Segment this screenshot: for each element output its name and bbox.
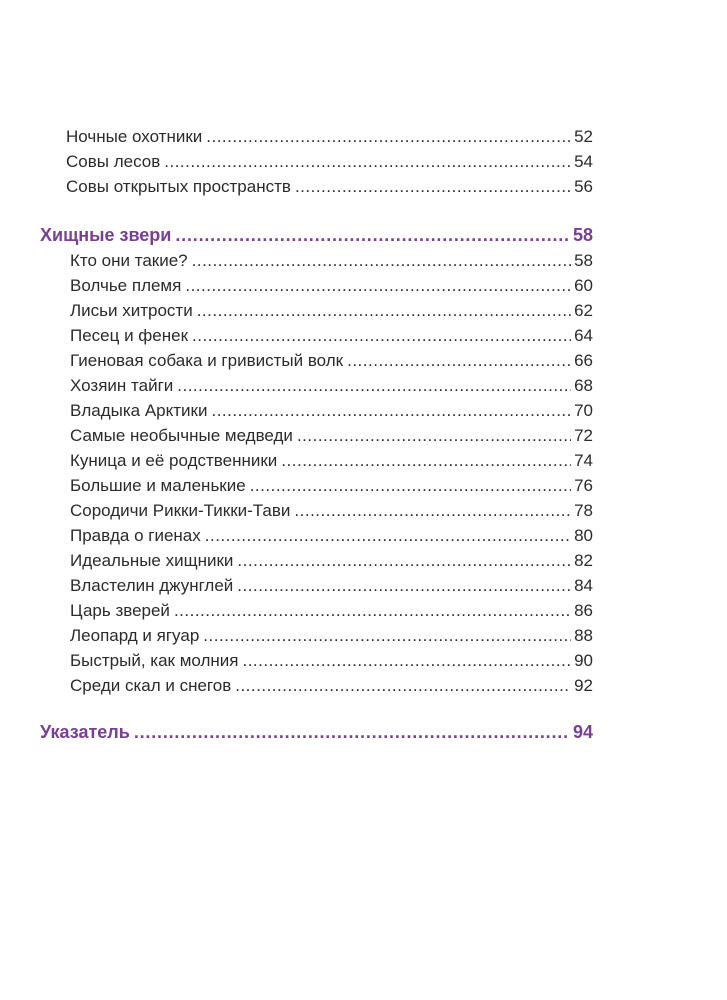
toc-group-predators bbox=[40, 248, 593, 698]
toc-entry-title: Ночные охотники bbox=[66, 127, 203, 146]
toc-entry-page: 90 bbox=[574, 651, 593, 670]
table-of-contents bbox=[40, 124, 593, 745]
leader-dots bbox=[206, 124, 571, 149]
toc-entry[interactable] bbox=[40, 648, 593, 673]
toc-entry-title: Царь зверей bbox=[70, 601, 170, 620]
leader-dots bbox=[297, 423, 571, 448]
leader-dots bbox=[295, 174, 571, 199]
leader-dots bbox=[237, 548, 571, 573]
toc-entry-title: Идеальные хищники bbox=[70, 551, 234, 570]
toc-entry-page: 74 bbox=[574, 451, 593, 470]
toc-entry-title: Властелин джунглей bbox=[70, 576, 234, 595]
toc-entry-page: 64 bbox=[574, 326, 593, 345]
toc-entry-title: Гиеновая собака и гривистый волк bbox=[70, 351, 344, 370]
toc-entry[interactable] bbox=[40, 373, 593, 398]
leader-dots bbox=[294, 498, 571, 523]
toc-entry[interactable] bbox=[40, 348, 593, 373]
toc-entry-title: Куница и её родственники bbox=[70, 451, 278, 470]
toc-entry[interactable] bbox=[40, 448, 593, 473]
leader-dots bbox=[175, 223, 570, 248]
leader-dots bbox=[192, 248, 571, 273]
toc-entry[interactable] bbox=[40, 323, 593, 348]
toc-entry-title: Хозяин тайги bbox=[70, 376, 174, 395]
toc-entry-title: Леопард и ягуар bbox=[70, 626, 200, 645]
toc-entry-page: 82 bbox=[574, 551, 593, 570]
leader-dots bbox=[347, 348, 571, 373]
toc-entry-title: Волчье племя bbox=[70, 276, 182, 295]
toc-entry-page: 68 bbox=[574, 376, 593, 395]
toc-entry-page: 88 bbox=[574, 626, 593, 645]
toc-entry-page: 70 bbox=[574, 401, 593, 420]
toc-entry-page: 56 bbox=[574, 177, 593, 196]
leader-dots bbox=[250, 473, 571, 498]
leader-dots bbox=[192, 323, 571, 348]
leader-dots bbox=[235, 673, 571, 698]
leader-dots bbox=[203, 623, 571, 648]
toc-entry[interactable] bbox=[40, 423, 593, 448]
toc-entry-title: Сородичи Рикки-Тикки-Тави bbox=[70, 501, 291, 520]
toc-entry[interactable] bbox=[40, 398, 593, 423]
leader-dots bbox=[237, 573, 571, 598]
toc-entry-title: Владыка Арктики bbox=[70, 401, 208, 420]
leader-dots bbox=[174, 598, 571, 623]
toc-entry-page: 66 bbox=[574, 351, 593, 370]
toc-entry[interactable] bbox=[40, 248, 593, 273]
toc-entry[interactable] bbox=[40, 598, 593, 623]
leader-dots bbox=[164, 149, 571, 174]
toc-entry[interactable] bbox=[40, 523, 593, 548]
leader-dots bbox=[205, 523, 571, 548]
toc-entry-title: Большие и маленькие bbox=[70, 476, 246, 495]
toc-entry[interactable] bbox=[40, 623, 593, 648]
toc-entry-title: Самые необычные медведи bbox=[70, 426, 293, 445]
leader-dots bbox=[281, 448, 571, 473]
toc-entry[interactable] bbox=[40, 124, 593, 149]
toc-entry-title: Быстрый, как молния bbox=[70, 651, 239, 670]
toc-entry[interactable] bbox=[40, 573, 593, 598]
leader-dots bbox=[185, 273, 571, 298]
toc-entry-title: Правда о гиенах bbox=[70, 526, 201, 545]
toc-section-page: 58 bbox=[572, 225, 593, 245]
toc-entry[interactable] bbox=[40, 298, 593, 323]
leader-dots bbox=[242, 648, 571, 673]
toc-entry[interactable] bbox=[40, 498, 593, 523]
toc-group-owls bbox=[40, 124, 593, 199]
toc-entry-title: Песец и фенек bbox=[70, 326, 189, 345]
toc-entry-title: Лисьи хитрости bbox=[70, 301, 193, 320]
toc-entry[interactable] bbox=[40, 473, 593, 498]
leader-dots bbox=[197, 298, 571, 323]
spacer bbox=[40, 199, 593, 223]
toc-entry-page: 80 bbox=[574, 526, 593, 545]
toc-entry-title: Совы открытых пространств bbox=[66, 177, 291, 196]
toc-entry-page: 78 bbox=[574, 501, 593, 520]
toc-entry[interactable] bbox=[40, 673, 593, 698]
toc-entry-page: 84 bbox=[574, 576, 593, 595]
toc-entry-page: 86 bbox=[574, 601, 593, 620]
toc-entry[interactable] bbox=[40, 174, 593, 199]
toc-section-title: Хищные звери bbox=[40, 225, 172, 245]
toc-entry-page: 76 bbox=[574, 476, 593, 495]
spacer bbox=[40, 698, 593, 720]
toc-section-page: 94 bbox=[572, 722, 593, 742]
leader-dots bbox=[134, 720, 570, 745]
toc-entry-page: 62 bbox=[574, 301, 593, 320]
toc-entry-page: 60 bbox=[574, 276, 593, 295]
toc-section-index[interactable] bbox=[40, 720, 593, 745]
toc-entry[interactable] bbox=[40, 149, 593, 174]
toc-entry-page: 92 bbox=[574, 676, 593, 695]
toc-entry-title: Среди скал и снегов bbox=[70, 676, 232, 695]
leader-dots bbox=[211, 398, 571, 423]
toc-entry-page: 54 bbox=[574, 152, 593, 171]
toc-entry-title: Совы лесов bbox=[66, 152, 161, 171]
toc-section-predators[interactable] bbox=[40, 223, 593, 248]
toc-entry[interactable] bbox=[40, 548, 593, 573]
leader-dots bbox=[177, 373, 571, 398]
toc-entry[interactable] bbox=[40, 273, 593, 298]
toc-entry-page: 72 bbox=[574, 426, 593, 445]
toc-section-title: Указатель bbox=[40, 722, 130, 742]
toc-entry-page: 58 bbox=[574, 251, 593, 270]
toc-entry-title: Кто они такие? bbox=[70, 251, 188, 270]
toc-entry-page: 52 bbox=[574, 127, 593, 146]
